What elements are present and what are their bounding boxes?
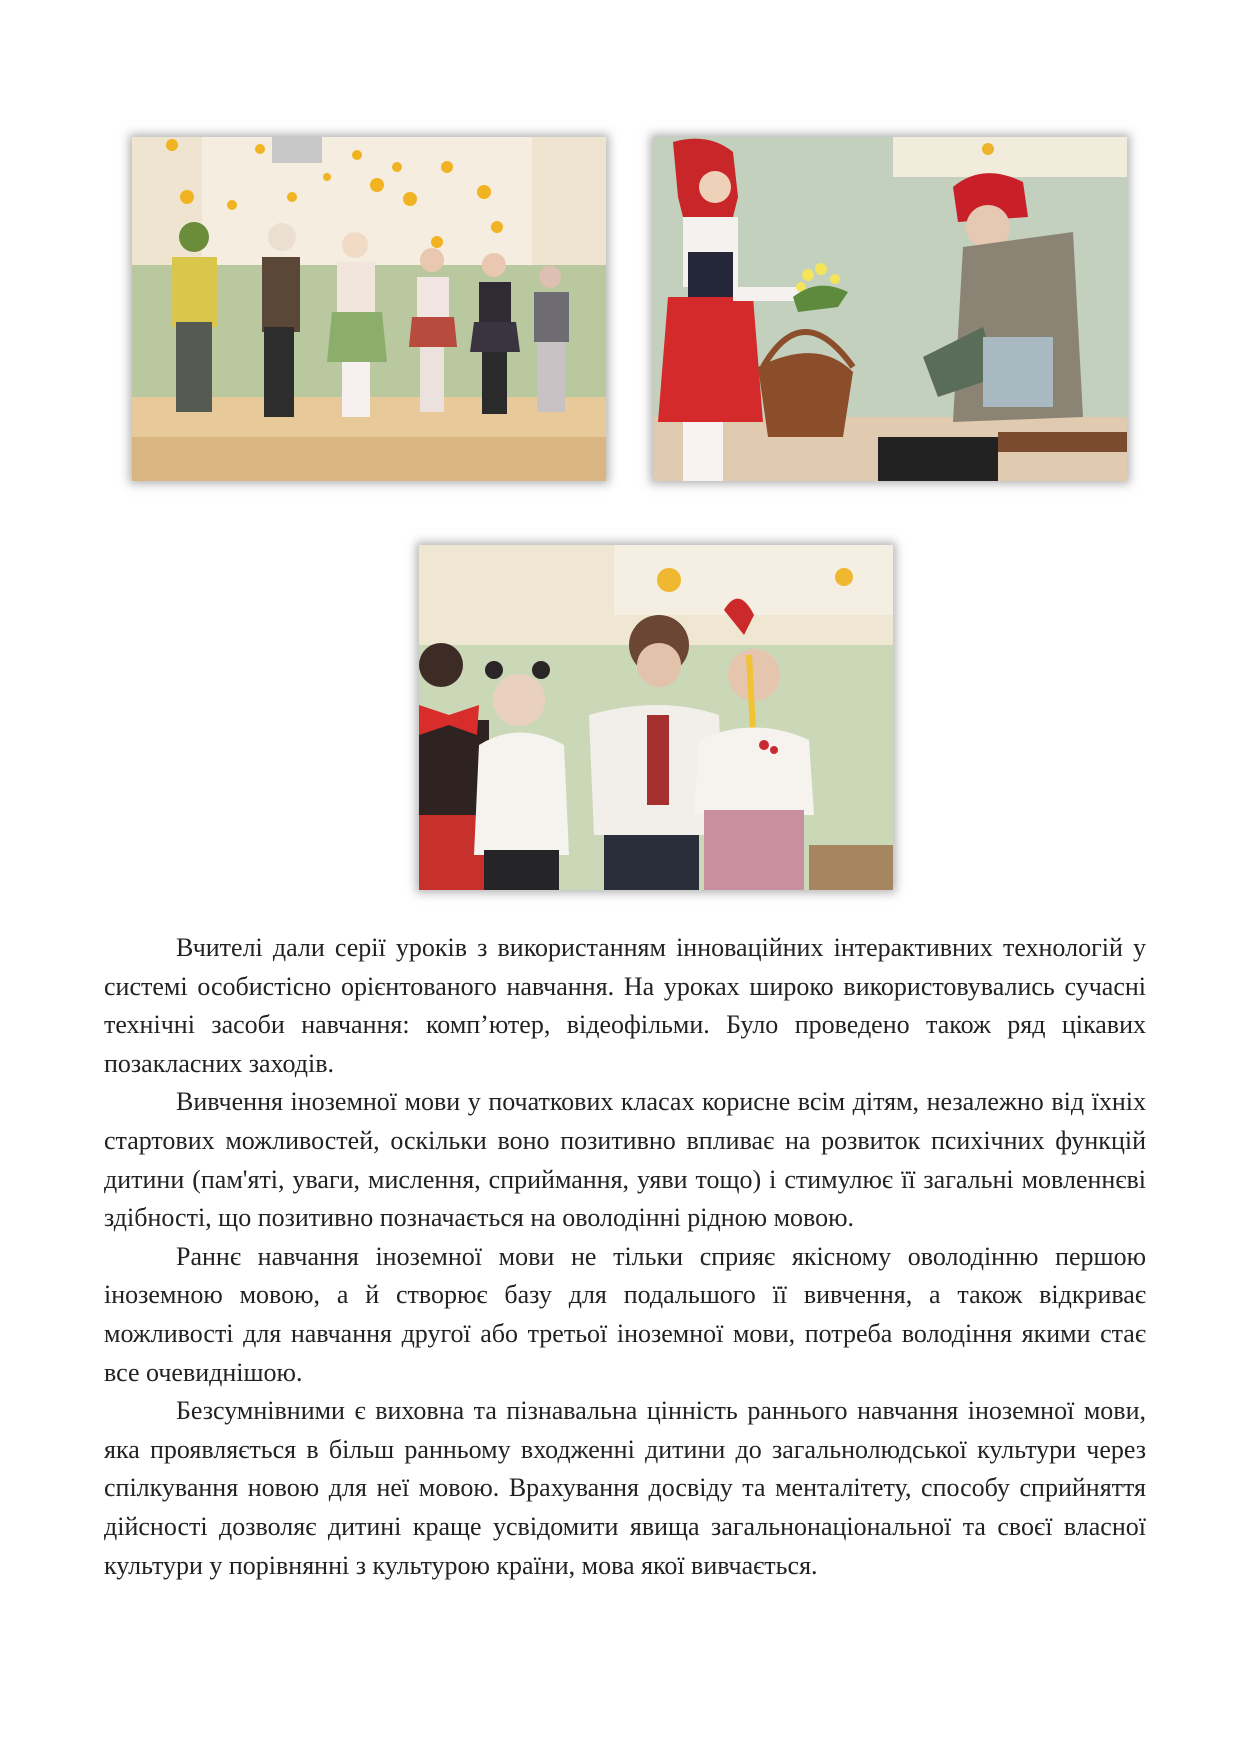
paragraph-2: Вивчення іноземної мови у початкових класах корисне всім дітям, незалежно від їхніх стартових можливостей, оскільки воно позитивно впливає на розвиток психічних функцій дитини (пам'яті, уваги, мислення, сприймання, уяви тощо) і стимулює її загальні мовленнєві здібності, що позитивно позначається на оволодінні рідною мовою.: [104, 1087, 1146, 1233]
stage-performance-photo: [132, 137, 606, 481]
paragraph-1: Вчителі дали серії уроків з використанням інноваційних інтерактивних технологій у системі особистісно орієнтованого навчання. На уроках широко використовувались сучасні технічні засоби навчання: комп’ютер, відеофільми. Було проведено також ряд цікавих позакласних заходів.: [104, 933, 1146, 1078]
red-riding-hood-photo: [653, 137, 1127, 481]
stage-performance-image: [132, 137, 606, 481]
red-riding-hood-image: [653, 137, 1127, 481]
paragraph-4: Безсумнівними є виховна та пізнавальна цінність раннього навчання іноземної мови, яка проявляється в більш ранньому входженні дитини до загальнолюдської культури через спілкування новою для неї мовою. Врахування досвіду та менталітету, способу сприйняття дійсності дозволяє дитині краще усвідомити явища загальнонаціональної та своєї власної культури у порівнянні з культурою країни, мова якої вивчається.: [104, 1396, 1146, 1580]
body-text: [104, 929, 1146, 1585]
costumed-children-photo: [419, 545, 893, 890]
costumed-children-image: [419, 545, 893, 890]
paragraph-3: Раннє навчання іноземної мови не тільки сприяє якісному оволодінню першою іноземною мовою, а й створює базу для подальшого її вивчення, а також відкриває можливості для навчання другої або третьої іноземної мови, потреба володіння якими стає все очевиднішою.: [104, 1241, 1146, 1387]
